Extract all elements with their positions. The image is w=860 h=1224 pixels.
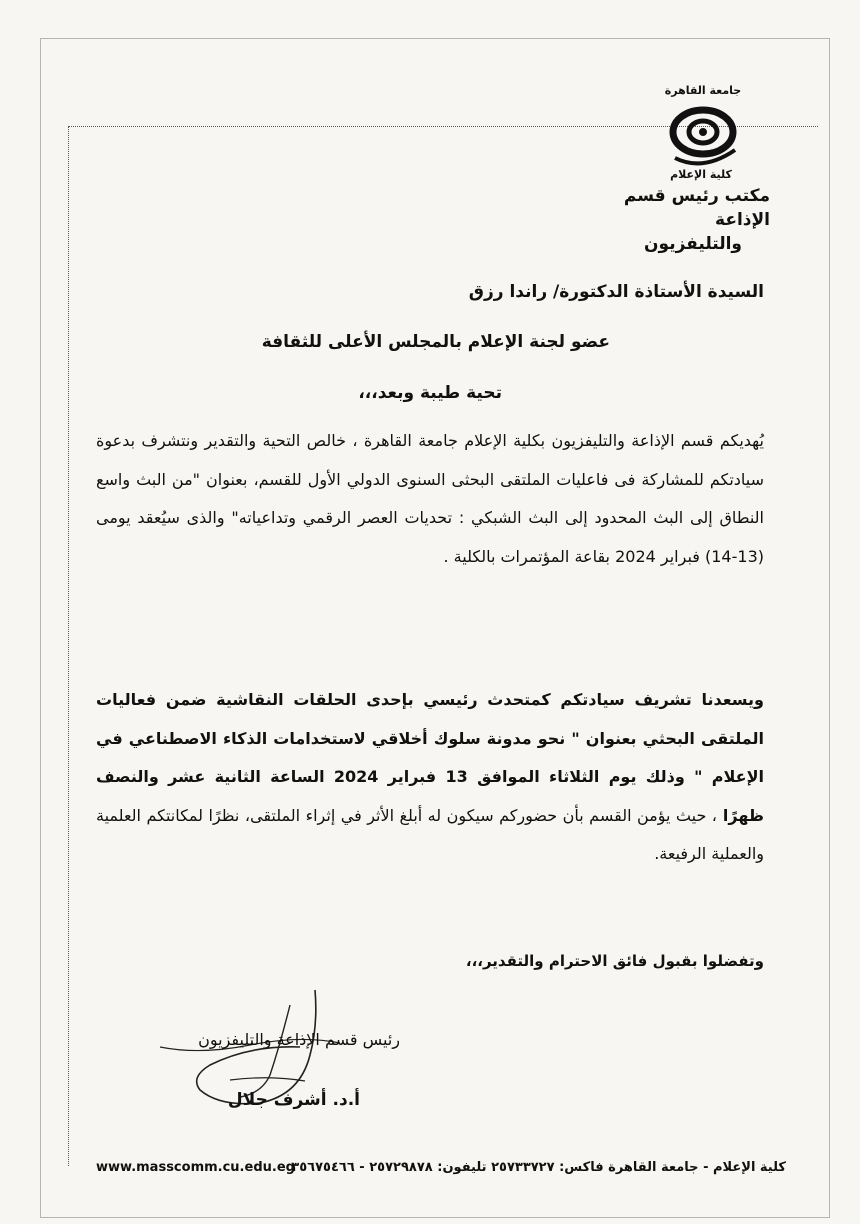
paragraph-speaker: [96, 681, 764, 874]
greeting: تحية طيبة وبعد،،،: [358, 383, 502, 403]
logo-faculty-text: كلية الإعلام: [670, 168, 732, 181]
paragraph-speaker-tail: ، حيث يؤمن القسم بأن حضوركم سيكون له أبلغ الأثر في إثراء الملتقى، نظرًا لمكانتكم العلمية والعملية الرفيعة.: [96, 805, 764, 863]
signatory-name: أ.د. أشرف جلال: [227, 1090, 360, 1110]
member-title: عضو لجنة الإعلام بالمجلس الأعلى للثقافة: [261, 332, 610, 352]
paragraph-invitation: يُهديكم قسم الإذاعة والتليفزيون بكلية الإعلام جامعة القاهرة ، خالص التحية والتقدير ونتشرف بدعوة سيادتكم للمشاركة فى فاعليات الملتقى البحثى السنوى الدولي الأول للقسم، بعنوان "من البث واسع النطاق إلى البث المحدود إلى البث الشبكي : تحديات العصر الرقمي وتداعياته" والذى سيُعقد يومى (13-14) فبراير 2024 بقاعة المؤتمرات بالكلية .: [96, 431, 764, 566]
department-logo-icon: [655, 80, 745, 190]
closing-line: وتفضلوا بقبول فائق الاحترام والتقدير،،،: [465, 952, 764, 970]
footer: [96, 1160, 786, 1186]
footer-address: كلية الإعلام - جامعة القاهرة فاكس: ٢٥٧٣٣٧٢٧ تليفون: ٢٥٧٢٩٨٧٨ - ٣٥٦٧٥٤٦٦: [291, 1160, 786, 1175]
logo-university-text: جامعة القاهرة: [664, 84, 742, 97]
office-title-line2: والتليفزيون: [644, 234, 742, 254]
signatory-title: رئيس قسم الإذاعة والتليفزيون: [198, 1030, 400, 1049]
footer-website-link[interactable]: www.masscomm.cu.edu.eg: [96, 1160, 295, 1175]
paragraph-speaker-main: ويسعدنا تشريف سيادتكم كمتحدث رئيسي بإحدى الحلقات النقاشية ضمن فعاليات الملتقى البحثي بعنوان " نحو مدونة سلوك أخلاقي لاستخدامات الذكاء الاصطناعي في الإعلام " وذلك يوم الثلاثاء الموافق 13 فبراير 2024 الساعة الثانية عشر والنصف ظهرًا: [96, 690, 765, 825]
office-title-line1: مكتب رئيس قسم الإذاعة: [623, 186, 770, 230]
office-title: [570, 184, 770, 256]
addressee: السيدة الأستاذة الدكتورة/ راندا رزق: [468, 282, 764, 302]
